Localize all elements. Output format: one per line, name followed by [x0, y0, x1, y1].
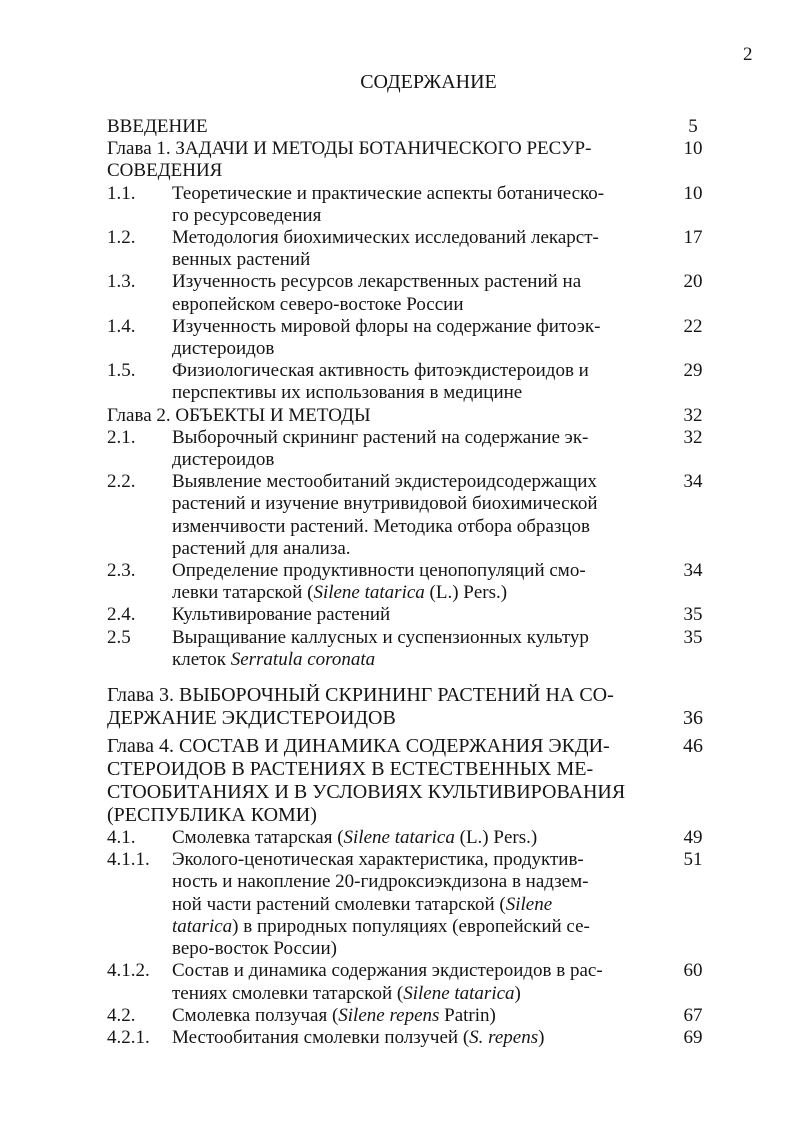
section-number: 1.5. [107, 360, 136, 382]
page-ref: 10 [683, 182, 703, 204]
section-number: 1.3. [107, 271, 136, 293]
toc-entry-introduction [107, 116, 713, 138]
species-name: Silene tatarica [403, 982, 515, 1004]
page-ref: 46 [683, 735, 703, 758]
page-ref: 69 [683, 1026, 703, 1048]
entry-title-text: левки татарской ( [172, 582, 314, 604]
entry-title [107, 138, 673, 182]
entry-title [172, 960, 673, 1004]
toc-entry-1-2 [107, 227, 713, 271]
entry-title [172, 1005, 673, 1027]
toc-entry-2-5 [107, 627, 713, 671]
entry-title [172, 849, 673, 960]
entry-title-line: Глава 2. ОБЪЕКТЫ И МЕТОДЫ [107, 404, 371, 426]
entry-title-line: дистероидов [172, 449, 275, 471]
species-name: tatarica [172, 915, 233, 937]
toc-title: СОДЕРЖАНИЕ [360, 71, 497, 93]
section-number: 2.3. [107, 560, 136, 582]
toc-list [107, 116, 713, 1049]
toc-entry-chapter-1 [107, 138, 713, 182]
entry-title [107, 116, 673, 138]
page-ref: 17 [683, 227, 703, 249]
entry-title-line: ДЕРЖАНИЕ ЭКДИСТЕРОИДОВ [107, 707, 396, 730]
species-name: Silene [505, 893, 553, 915]
toc-entry-chapter-3 [107, 684, 713, 730]
section-number: 4.1.1. [107, 849, 150, 871]
entry-title-line [172, 983, 673, 1005]
entry-title-text: клеток [172, 648, 231, 670]
page-ref: 36 [683, 707, 703, 730]
section-number: 4.2.1. [107, 1026, 150, 1048]
toc-entry-4-2-1 [107, 1027, 713, 1049]
toc-entry-1-1 [107, 183, 713, 227]
toc-entry-4-1-1 [107, 849, 713, 960]
entry-title-text: Местообитания смолевки ползучей ( [172, 1026, 470, 1048]
entry-title-line: Изученность ресурсов лекарственных растений на [172, 271, 582, 293]
entry-title-text: ) в природных популяциях (европейский се- [232, 915, 590, 937]
entry-title-text: ) [538, 1026, 545, 1048]
entry-title-line: Глава 3. ВЫБОРОЧНЫЙ СКРИНИНГ РАСТЕНИЙ НА СО- [107, 684, 614, 707]
entry-title-line [172, 649, 673, 671]
entry-title-line: перспективы их использования в медицине [172, 382, 523, 404]
entry-title-line: Выявление местообитаний экдистероидсодержащих [172, 471, 597, 493]
entry-title [172, 360, 673, 404]
toc-entry-4-2 [107, 1005, 713, 1027]
species-name: Silene tatarica [343, 827, 455, 849]
entry-title-line [172, 582, 673, 604]
entry-title-line: Выращивание каллусных и суспензионных культур [172, 626, 589, 648]
section-number: 1.2. [107, 227, 136, 249]
entry-title [172, 227, 673, 271]
entry-title [172, 604, 673, 626]
entry-title-line: Физиологическая активность фитоэкдистероидов и [172, 360, 589, 382]
entry-title-text: ) [514, 982, 521, 1004]
toc-entry-1-4 [107, 316, 713, 360]
entry-title-line: ВВЕДЕНИЕ [107, 116, 208, 137]
entry-title-line: Глава 4. СОСТАВ И ДИНАМИКА СОДЕРЖАНИЯ ЭКДИ- [107, 735, 610, 758]
entry-title-text: Смолевка ползучая ( [172, 1004, 339, 1026]
entry-title-line: Методология биохимических исследований лекарст- [172, 227, 599, 249]
toc-entry-chapter-2 [107, 405, 713, 427]
species-name: S. repens [469, 1026, 539, 1048]
entry-title [172, 427, 673, 471]
section-number: 1.4. [107, 315, 136, 337]
entry-title [172, 827, 673, 849]
page-ref: 51 [683, 849, 703, 871]
page-number: 2 [743, 44, 753, 65]
entry-title-line: дистероидов [172, 338, 275, 360]
toc-entry-4-1 [107, 827, 713, 849]
page-ref: 35 [683, 604, 703, 626]
entry-title [107, 684, 673, 730]
entry-title-text: тениях смолевки татарской ( [172, 982, 404, 1004]
entry-title-line: ность и накопление 20-гидроксиэкдизона в надзем- [172, 871, 589, 893]
entry-title-line: Состав и динамика содержания экдистероидов в рас- [172, 960, 603, 982]
entry-title-line: Культивирование растений [172, 604, 391, 626]
section-number: 4.2. [107, 1004, 136, 1026]
entry-title-line [172, 1005, 673, 1027]
entry-title-line [172, 916, 673, 938]
entry-title-line: Глава 1. ЗАДАЧИ И МЕТОДЫ БОТАНИЧЕСКОГО РЕСУР- [107, 138, 592, 160]
page-ref: 34 [683, 560, 703, 582]
entry-title-line: венных растений [172, 249, 311, 271]
entry-title-line: СОВЕДЕНИЯ [107, 160, 223, 182]
entry-title-text: (L.) Pers.) [454, 827, 538, 849]
page-ref: 35 [683, 626, 703, 648]
entry-title-line: Теоретические и практические аспекты ботаническо- [172, 182, 605, 204]
page-ref: 32 [683, 426, 703, 448]
page-ref: 10 [683, 138, 703, 160]
page-ref: 32 [683, 404, 703, 426]
species-name: Silene repens [338, 1004, 440, 1026]
toc-entry-2-4 [107, 604, 713, 626]
species-name: Serratula coronata [230, 648, 376, 670]
toc-entry-2-3 [107, 560, 713, 604]
toc-entry-1-5 [107, 360, 713, 404]
section-number: 4.1. [107, 827, 136, 849]
entry-title-line: Эколого-ценотическая характеристика, продуктив- [172, 849, 584, 871]
entry-title-line: (РЕСПУБЛИКА КОМИ) [107, 804, 317, 827]
entry-title [172, 560, 673, 604]
page-ref: 60 [683, 960, 703, 982]
toc-entry-4-1-2 [107, 960, 713, 1004]
page-ref: 29 [683, 360, 703, 382]
page-ref: 49 [683, 827, 703, 849]
entry-title-text: ной части растений смолевки татарской ( [172, 893, 506, 915]
entry-title [172, 316, 673, 360]
section-number: 1.1. [107, 182, 136, 204]
entry-title [172, 627, 673, 671]
entry-title-line: европейском северо-востоке России [172, 293, 464, 315]
entry-title-text: (L.) Pers.) [424, 582, 508, 604]
entry-title [172, 271, 673, 315]
entry-title-line: го ресурсоведения [172, 204, 322, 226]
entry-title-line: растений для анализа. [172, 537, 351, 559]
entry-title-line: Определение продуктивности ценопопуляций смо- [172, 560, 586, 582]
entry-title-line: Изученность мировой флоры на содержание фитоэк- [172, 315, 601, 337]
entry-title-line [172, 894, 673, 916]
section-number: 2.2. [107, 471, 136, 493]
entry-title-line [172, 1027, 673, 1049]
entry-title [107, 405, 673, 427]
entry-title-line: СТООБИТАНИЯХ И В УСЛОВИЯХ КУЛЬТИВИРОВАНИЯ [107, 781, 626, 804]
species-name: Silene tatarica [313, 582, 425, 604]
entry-title-line: растений и изучение внутривидовой биохимической [172, 493, 598, 515]
entry-title-line: веро-восток России) [172, 938, 337, 960]
page-ref: 34 [683, 471, 703, 493]
entry-title [172, 471, 673, 560]
section-number: 4.1.2. [107, 960, 150, 982]
page-ref: 22 [683, 315, 703, 337]
toc-entry-1-3 [107, 271, 713, 315]
page-ref: 5 [688, 116, 698, 137]
section-number: 2.1. [107, 426, 136, 448]
entry-title [107, 735, 673, 827]
section-number: 2.4. [107, 604, 136, 626]
toc-entry-chapter-4 [107, 735, 713, 827]
entry-title [172, 183, 673, 227]
section-number: 2.5 [107, 626, 131, 648]
entry-title-line: изменчивости растений. Методика отбора образцов [172, 515, 591, 537]
entry-title [172, 1027, 673, 1049]
entry-title-line [172, 827, 673, 849]
entry-title-text: Patrin) [439, 1004, 496, 1026]
page-ref: 67 [683, 1004, 703, 1026]
entry-title-line: СТЕРОИДОВ В РАСТЕНИЯХ В ЕСТЕСТВЕННЫХ МЕ- [107, 758, 594, 781]
toc-entry-2-1 [107, 427, 713, 471]
page-ref: 20 [683, 271, 703, 293]
entry-title-text: Смолевка татарская ( [172, 827, 344, 849]
toc-entry-2-2 [107, 471, 713, 560]
entry-title-line: Выборочный скрининг растений на содержание эк- [172, 426, 589, 448]
